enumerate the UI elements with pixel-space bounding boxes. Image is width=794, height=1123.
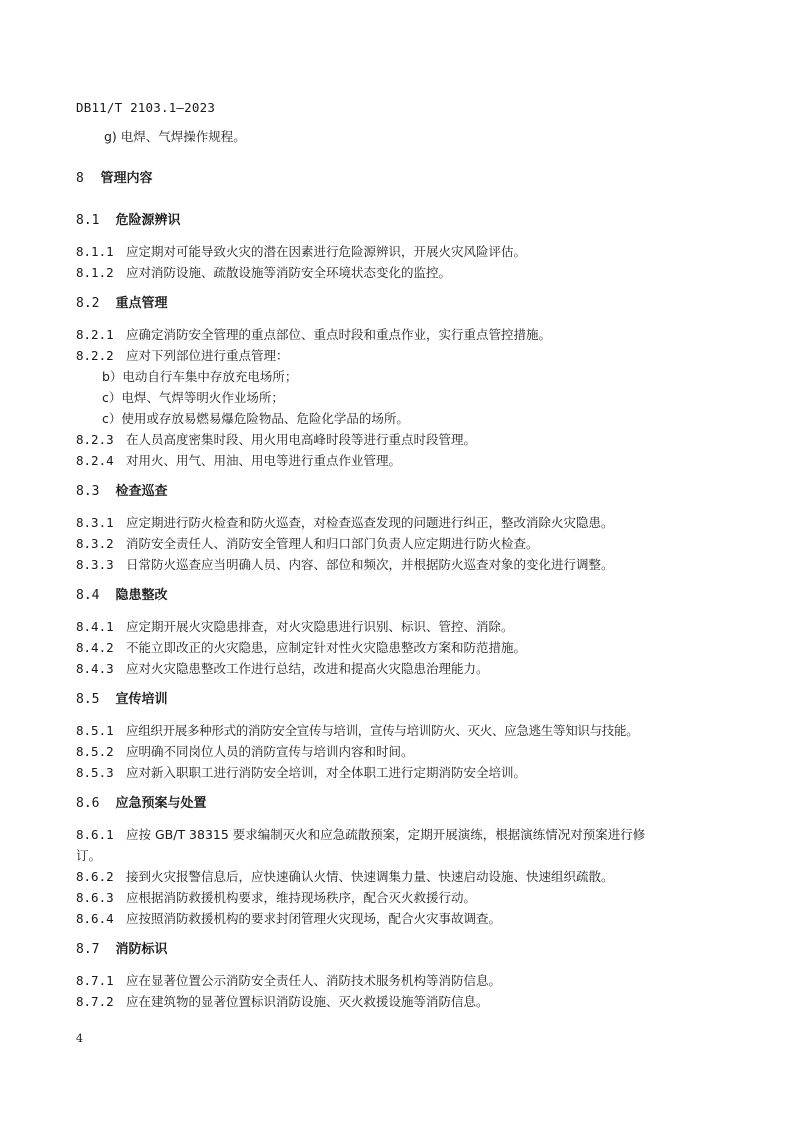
clause [76, 824, 726, 845]
clause [76, 262, 726, 283]
clause-number: 8.3.3 [76, 557, 114, 572]
clause [76, 908, 726, 929]
clause-number: 8.4.1 [76, 619, 114, 634]
section-title: 消防标识 [115, 942, 168, 957]
clause-text: 应对下列部位进行重点管理： [126, 348, 289, 363]
clause [76, 512, 726, 533]
clause [76, 741, 726, 762]
clause [76, 554, 726, 575]
section-number: 8.7 [76, 942, 100, 957]
section-heading [76, 293, 726, 314]
clause-number: 8.6.4 [76, 911, 114, 926]
section-heading [76, 793, 726, 814]
clause-text: 应对新入职职工进行消防安全培训，对全体职工进行定期消防安全培训。 [126, 765, 527, 780]
chapter-heading [76, 168, 726, 189]
clause-continuation: 订。 [76, 848, 102, 863]
clause-text: 应对火灾隐患整改工作进行总结，改进和提高火灾隐患治理能力。 [126, 661, 489, 676]
clause-text: 接到火灾报警信息后，应快速确认火情、快速调集力量、快速启动设施、快速组织疏散。 [126, 869, 614, 884]
list-item-g: g) 电焊、气焊操作规程。 [104, 129, 246, 144]
chapter-number: 8 [76, 171, 84, 186]
chapter-title: 管理内容 [100, 171, 153, 186]
clause-text: 日常防火巡查应当明确人员、内容、部位和频次，并根据防火巡查对象的变化进行调整。 [126, 557, 614, 572]
section-heading [76, 939, 726, 960]
clause [76, 429, 726, 450]
clause-text: 应对消防设施、疏散设施等消防安全环境状态变化的监控。 [126, 265, 452, 280]
section-number: 8.1 [76, 213, 100, 228]
section-number: 8.3 [76, 484, 100, 499]
clause-number: 8.7.2 [76, 994, 114, 1009]
clause-number: 8.3.2 [76, 536, 114, 551]
clause [76, 658, 726, 679]
clause [76, 866, 726, 887]
clause-text: 应定期对可能导致火灾的潜在因素进行危险源辨识，开展火灾风险评估。 [126, 244, 527, 259]
section-number: 8.2 [76, 296, 100, 311]
section-heading [76, 585, 726, 606]
clause-text: 应在显著位置公示消防安全责任人、消防技术服务机构等消防信息。 [126, 973, 502, 988]
clause-number: 8.2.2 [76, 348, 114, 363]
section-title: 危险源辨识 [115, 213, 181, 228]
section-title: 宣传培训 [115, 692, 168, 707]
clause-text: 应在建筑物的显著位置标识消防设施、灭火救援设施等消防信息。 [126, 994, 489, 1009]
clause-number: 8.1.2 [76, 265, 114, 280]
section-heading [76, 210, 726, 231]
clause-number: 8.4.2 [76, 640, 114, 655]
clause [76, 241, 726, 262]
clause [76, 970, 726, 991]
list-item: c）使用或存放易燃易爆危险物品、危险化学品的场所。 [102, 411, 409, 426]
clause [76, 887, 726, 908]
section-heading [76, 481, 726, 502]
clause-number: 8.6.1 [76, 827, 114, 842]
clause-number: 8.7.1 [76, 973, 114, 988]
clause-number: 8.1.1 [76, 244, 114, 259]
document-code-header: DB11/T 2103.1—2023 [76, 100, 216, 115]
clause-text: 应按 GB/T 38315 要求编制灭火和应急疏散预案，定期开展演练，根据演练情况对预案进行修 [126, 827, 646, 842]
clause-number: 8.2.1 [76, 327, 114, 342]
section-title: 检查巡查 [115, 484, 168, 499]
list-item: b）电动自行车集中存放充电场所； [102, 369, 298, 384]
clause-number: 8.4.3 [76, 661, 114, 676]
clause-number: 8.6.2 [76, 869, 114, 884]
clause-text: 在人员高度密集时段、用火用电高峰时段等进行重点时段管理。 [126, 432, 477, 447]
section-title: 隐患整改 [115, 588, 168, 603]
clause-text: 应定期开展火灾隐患排查，对火灾隐患进行识别、标识、管控、消除。 [126, 619, 514, 634]
section-title: 重点管理 [115, 296, 168, 311]
clause [76, 450, 726, 471]
clause [76, 762, 726, 783]
clause [76, 324, 726, 345]
clause-number: 8.2.4 [76, 453, 114, 468]
clause-text: 应组织开展多种形式的消防安全宣传与培训，宣传与培训防火、灭火、应急逃生等知识与技能。 [126, 723, 639, 738]
clause-number: 8.5.2 [76, 744, 114, 759]
clause [76, 533, 726, 554]
clause-text: 应明确不同岗位人员的消防宣传与培训内容和时间。 [126, 744, 414, 759]
list-item: c）电焊、气焊等明火作业场所； [102, 390, 284, 405]
clause-text: 应确定消防安全管理的重点部位、重点时段和重点作业，实行重点管控措施。 [126, 327, 552, 342]
section-title: 应急预案与处置 [115, 796, 207, 811]
clause [76, 720, 726, 741]
clause-number: 8.5.3 [76, 765, 114, 780]
page-number: 4 [76, 1032, 83, 1045]
clause [76, 637, 726, 658]
clause-text: 应定期进行防火检查和防火巡查，对检查巡查发现的问题进行纠正，整改消除火灾隐患。 [126, 515, 614, 530]
section-heading [76, 689, 726, 710]
clause [76, 345, 726, 366]
document-body [76, 126, 726, 1012]
clause-number: 8.5.1 [76, 723, 114, 738]
clause [76, 991, 726, 1012]
clause-text: 应按照消防救援机构的要求封闭管理火灾现场，配合火灾事故调查。 [126, 911, 502, 926]
clause-number: 8.2.3 [76, 432, 114, 447]
clause [76, 616, 726, 637]
clause-text: 应根据消防救援机构要求，维持现场秩序，配合灭火救援行动。 [126, 890, 477, 905]
section-number: 8.6 [76, 796, 100, 811]
clause-text: 对用火、用气、用油、用电等进行重点作业管理。 [126, 453, 402, 468]
section-number: 8.5 [76, 692, 100, 707]
clause-text: 消防安全责任人、消防安全管理人和归口部门负责人应定期进行防火检查。 [126, 536, 539, 551]
section-number: 8.4 [76, 588, 100, 603]
clause-number: 8.6.3 [76, 890, 114, 905]
clause-text: 不能立即改正的火灾隐患，应制定针对性火灾隐患整改方案和防范措施。 [126, 640, 527, 655]
clause-number: 8.3.1 [76, 515, 114, 530]
